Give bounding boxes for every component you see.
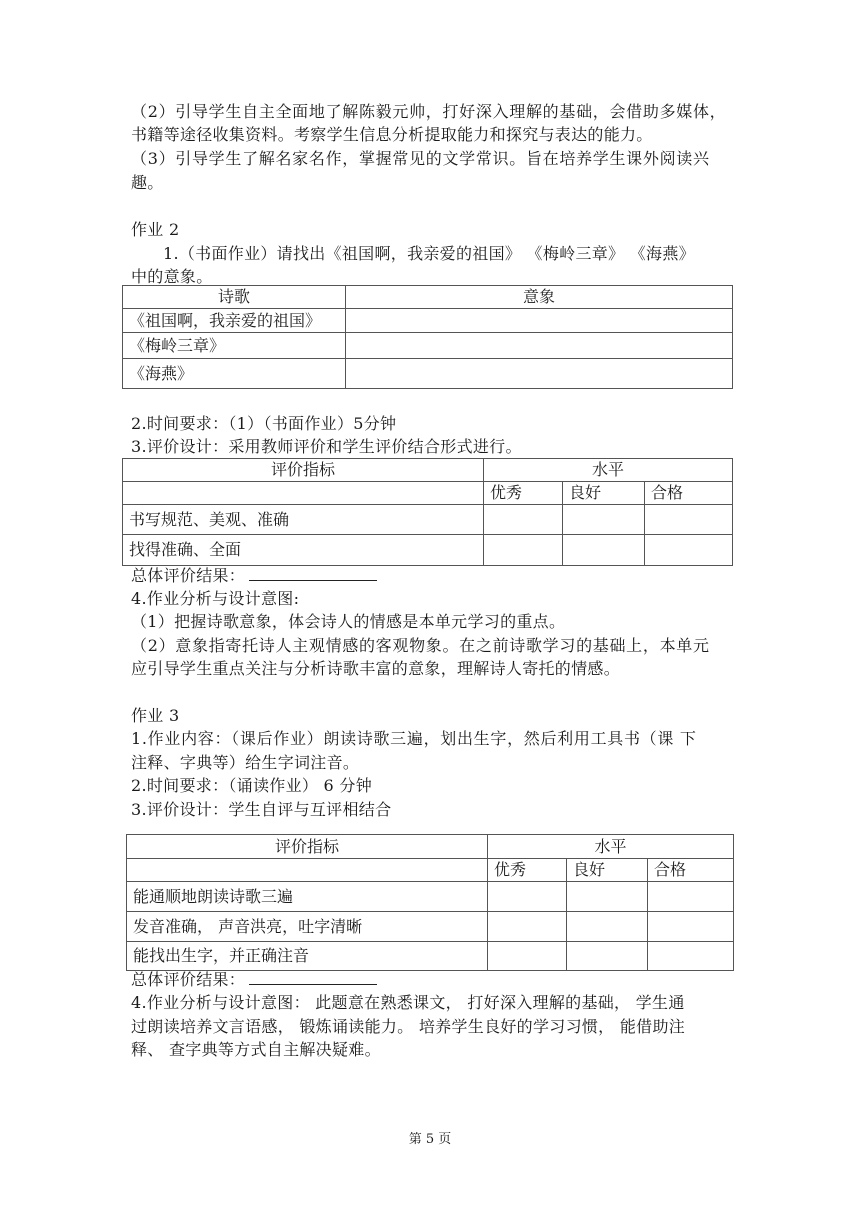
- score-cell: [645, 505, 733, 535]
- hw3-overall-result: [131, 969, 377, 991]
- eval-subheader-blank: [123, 482, 484, 505]
- score-cell: [567, 912, 648, 942]
- indicator-cell: 能通顺地朗读诗歌三遍: [127, 882, 488, 912]
- overall-result-blank: [249, 970, 377, 985]
- score-cell: [563, 535, 645, 566]
- imagery-header-imagery: 意象: [346, 286, 733, 309]
- score-cell: [567, 882, 648, 912]
- indicator-cell: 书写规范、美观、准确: [123, 505, 484, 535]
- imagery-header-poem: 诗歌: [123, 286, 346, 309]
- hw2-analysis-p2-line1: （2）意象指寄托诗人主观情感的客观物象。在之前诗歌学习的基础上，本单元: [131, 636, 710, 655]
- eval-table-subheader: [123, 482, 733, 505]
- hw2-analysis-title: 4.作业分析与设计意图:: [131, 589, 300, 608]
- indicator-cell: 能找出生字，并正确注音: [127, 942, 488, 971]
- level-good: 良好: [567, 859, 648, 882]
- score-cell: [648, 942, 734, 971]
- hw2-analysis-p1: （1）把握诗歌意象，体会诗人的情感是本单元学习的重点。: [131, 612, 566, 631]
- table-row: [123, 309, 733, 333]
- table-row: [123, 333, 733, 359]
- hw3-analysis-line1: 4.作业分析与设计意图： 此题意在熟悉课文， 打好深入理解的基础， 学生通: [131, 993, 685, 1012]
- page-number: 第 5 页: [408, 1132, 452, 1147]
- score-cell: [488, 942, 567, 971]
- hw2-analysis-p2-line2: 应引导学生重点关注与分析诗歌丰富的意象，理解诗人寄托的情感。: [131, 659, 621, 678]
- intro-p2-line2: 书籍等途径收集资料。考察学生信息分析提取能力和探究与表达的能力。: [131, 125, 653, 144]
- poem-cell: 《梅岭三章》: [123, 333, 346, 359]
- indicator-cell: 找得准确、全面: [123, 535, 484, 566]
- score-cell: [488, 912, 567, 942]
- eval-table-header: [127, 835, 734, 859]
- table-row: [123, 359, 733, 389]
- eval-header-indicator: 评价指标: [123, 459, 484, 482]
- overall-result-label: 总体评价结果：: [131, 566, 246, 585]
- level-excellent: 优秀: [488, 859, 567, 882]
- table-row: [127, 942, 734, 971]
- level-pass: 合格: [645, 482, 733, 505]
- imagery-cell: [346, 333, 733, 359]
- imagery-table-header: [123, 286, 733, 309]
- eval-table-subheader: [127, 859, 734, 882]
- hw3-title: 作业 3: [131, 706, 180, 725]
- table-row: [123, 505, 733, 535]
- score-cell: [648, 882, 734, 912]
- hw2-overall-result: [131, 565, 377, 587]
- score-cell: [645, 535, 733, 566]
- score-cell: [488, 882, 567, 912]
- imagery-cell: [346, 309, 733, 333]
- score-cell: [484, 505, 563, 535]
- level-pass: 合格: [648, 859, 734, 882]
- intro-p3-line2: 趣。: [131, 173, 164, 192]
- level-excellent: 优秀: [484, 482, 563, 505]
- hw3-analysis-line2: 过朗读培养文言语感， 锻炼诵读能力。 培养学生良好的学习习惯， 能借助注: [131, 1017, 686, 1036]
- hw2-task-line2: 中的意象。: [131, 267, 213, 286]
- eval-subheader-blank: [127, 859, 488, 882]
- eval-header-level: 水平: [484, 459, 733, 482]
- hw3-eval-table: [126, 834, 734, 971]
- table-row: [127, 882, 734, 912]
- eval-header-level: 水平: [488, 835, 734, 859]
- score-cell: [484, 535, 563, 566]
- eval-header-indicator: 评价指标: [127, 835, 488, 859]
- poem-cell: 《祖国啊，我亲爱的祖国》: [123, 309, 346, 333]
- intro-p2-line1: （2）引导学生自主全面地了解陈毅元帅，打好深入理解的基础，会借助多媒体，: [131, 102, 727, 121]
- hw2-eval-design: 3.评价设计：采用教师评价和学生评价结合形式进行。: [131, 437, 522, 456]
- score-cell: [567, 942, 648, 971]
- table-row: [123, 535, 733, 566]
- hw2-task-line1: 1.（书面作业）请找出《祖国啊，我亲爱的祖国》 《梅岭三章》 《海燕》: [163, 244, 695, 263]
- hw3-analysis-line3: 释、 查字典等方式自主解决疑难。: [131, 1040, 381, 1059]
- hw3-content-line1: 1.作业内容：（课后作业）朗读诗歌三遍，划出生字，然后利用工具书（课 下: [131, 729, 697, 748]
- hw3-eval-design: 3.评价设计：学生自评与互评相结合: [131, 800, 392, 819]
- imagery-cell: [346, 359, 733, 389]
- score-cell: [563, 505, 645, 535]
- score-cell: [648, 912, 734, 942]
- level-good: 良好: [563, 482, 645, 505]
- eval-table-header: [123, 459, 733, 482]
- table-row: [127, 912, 734, 942]
- imagery-table: [122, 285, 733, 389]
- hw3-time-requirement: 2.时间要求：（诵读作业） 6 分钟: [131, 776, 373, 795]
- hw3-content-line2: 注释、字典等）给生字词注音。: [131, 753, 360, 772]
- overall-result-blank: [249, 566, 377, 581]
- poem-cell: 《海燕》: [123, 359, 346, 389]
- hw2-title: 作业 2: [131, 220, 180, 239]
- intro-p3-line1: （3）引导学生了解名家名作，掌握常见的文学常识。旨在培养学生课外阅读兴: [131, 149, 710, 168]
- indicator-cell: 发音准确， 声音洪亮，吐字清晰: [127, 912, 488, 942]
- overall-result-label: 总体评价结果：: [131, 970, 246, 989]
- hw2-time-requirement: 2.时间要求：（1）（书面作业）5分钟: [131, 414, 397, 433]
- hw2-eval-table: [122, 458, 733, 566]
